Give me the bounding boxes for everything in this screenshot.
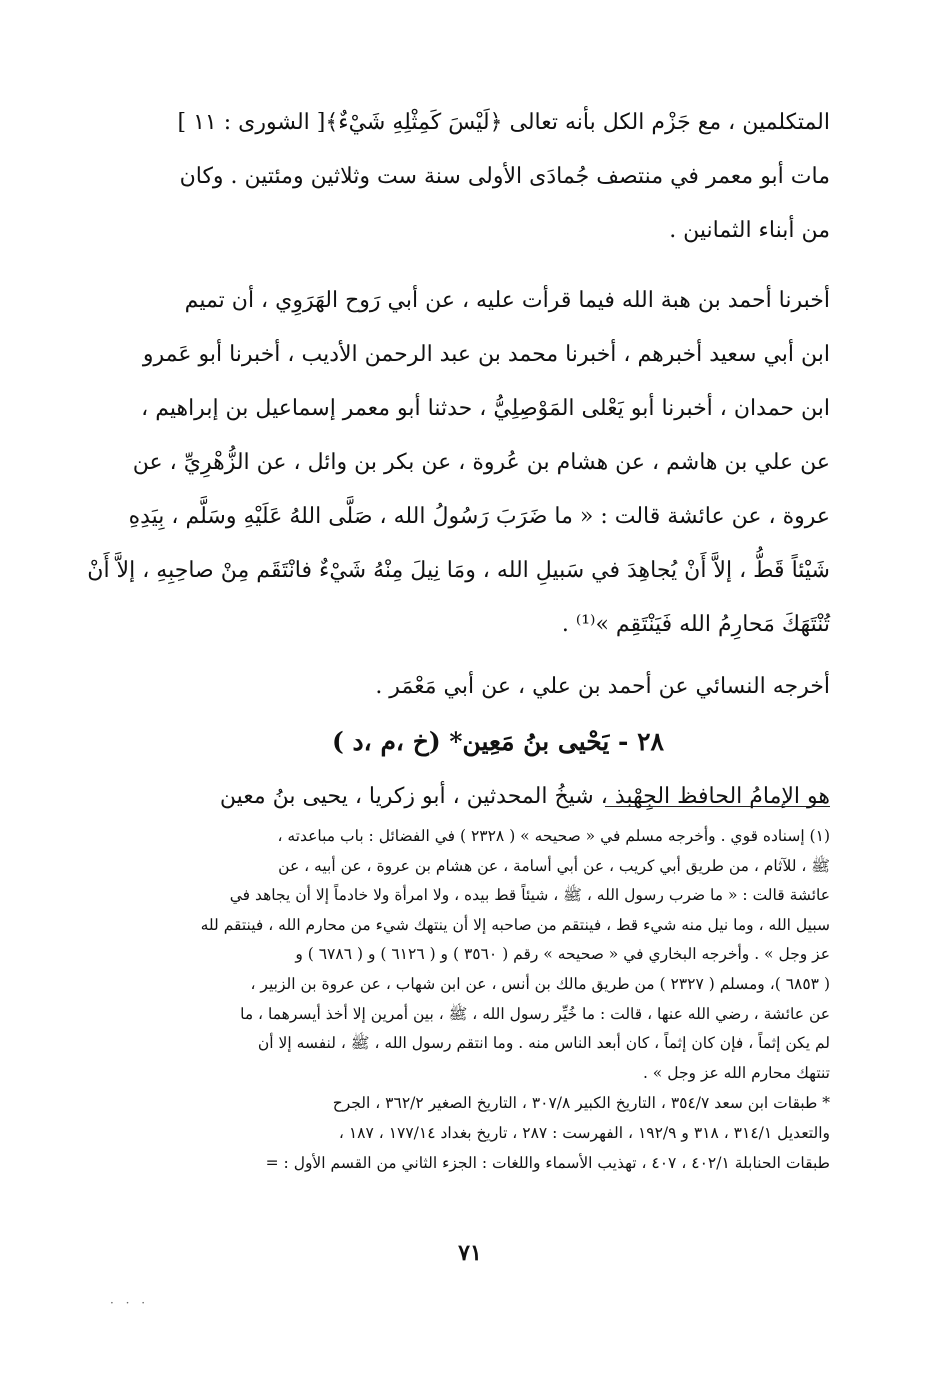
text-line: ابن أبي سعيد أخبرهم ، أخبرنا محمد بن عبد الرحمن الأديب ، أخبرنا أبو عَمرو <box>142 342 830 367</box>
footnote-line: ( ٦٨٥٣ )، ومسلم ( ٢٣٢٧ ) من طريق مالك بن أنس ، عن ابن شهاب ، عن عروة بن الزبير ، <box>250 974 830 993</box>
section-heading: ٢٨ - يَحْيى بنُ مَعِين* (خ ،م ،د ) <box>332 727 664 756</box>
footnote-line: (١) إسناده قوي . وأخرجه مسلم في « صحيحه » ( ٢٣٢٨ ) في الفضائل : باب مباعدته ، <box>277 827 830 845</box>
text-line: عن علي بن هاشم ، عن هشام بن عُروة ، عن بكر بن وائل ، عن الزُّهْرِيِّ ، عن <box>132 450 830 475</box>
footnote-line: ﷺ ، للآثام ، من طريق أبي كريب ، عن أبي أسامة ، عن هشام بن عروة ، عن أبيه ، عن <box>278 856 830 875</box>
footnote-line: عز وجل » . وأخرجه البخاري في « صحيحه » رقم ( ٣٥٦٠ ) و ( ٦١٢٦ ) و ( ٦٧٨٦ ) و <box>295 945 830 964</box>
text-line: هو الإمامُ الحافظ الجِهْبذ ، شيخُ المحدثين ، أبو زكريا ، يحيى بنُ معين <box>219 784 830 809</box>
source-line: طبقات الحنابلة ٤٠٢/١ ، ٤٠٧ ، تهذيب الأسماء واللغات : الجزء الثاني من القسم الأول : = <box>265 1154 830 1173</box>
text-line: ابن حمدان ، أخبرنا أبو يَعْلى المَوْصِلِيُّ ، حدثنا أبو معمر إسماعيل بن إبراهيم ، <box>141 396 830 421</box>
page-number: ٧١ <box>458 1240 482 1266</box>
text-line: المتكلمين ، مع جَزْم الكل بأنه تعالى ﴿لَيْسَ كَمِثْلِهِ شَيْءٌ﴾[ الشورى : ١١ ] <box>177 110 830 135</box>
scan-specks-decoration: · · · <box>110 1296 150 1310</box>
footnote-line: تنتهك محارم الله عز وجل » . <box>642 1063 830 1082</box>
main-text <box>87 96 830 824</box>
footnote-line: لم يكن إثماً ، فإن كان إثماً ، كان أبعد الناس منه . وما انتقم رسول الله ، ﷺ ، لنفسه إلا أن <box>257 1034 830 1053</box>
source-line: * طبقات ابن سعد ٣٥٤/٧ ، التاريخ الكبير ٣٠٧/٨ ، التاريخ الصغير ٣٦٢/٢ ، الجرح <box>332 1094 830 1113</box>
text-line: من أبناء الثمانين . <box>669 218 830 243</box>
text-line: أخبرنا أحمد بن هبة الله فيما قرأت عليه ، عن أبي رَوح الهَرَوِي ، أن تميم <box>184 288 830 313</box>
text-line: شَيْئاً قَطُّ ، إلاَّ أَنْ يُجاهِدَ في سَبيلِ الله ، ومَا نِيلَ مِنْهُ شَيْءٌ فانْتَقَم مِنْ صاحِبِهِ ، إلاَّ أَنْ <box>87 558 830 583</box>
text-line: تُنْتَهَكَ مَحارِمُ الله فَيَنْتَقِم »⁽¹⁾ . <box>561 612 830 637</box>
footnote-divider <box>605 806 830 807</box>
footnotes <box>166 822 830 1178</box>
footnote-line: عائشة قالت : « ما ضرب رسول الله ، ﷺ ، شيئاً قط بيده ، ولا امرأة ولا خادماً إلا أن يجاهد في <box>229 886 830 905</box>
source-line: والتعديل ٣١٤/١ ، ٣١٨ و ١٩٢/٩ ، الفهرست : ٢٨٧ ، تاريخ بغداد ١٧٧/١٤ ، ١٨٧ ، <box>338 1124 830 1143</box>
footnote-line: عن عائشة ، رضي الله عنها ، قالت : ما خُيِّر رسول الله ، ﷺ ، بين أمرين إلا أخذ أيسرهما ، ما <box>240 1004 830 1023</box>
text-line: أخرجه النسائي عن أحمد بن علي ، عن أبي مَعْمَر . <box>375 674 830 699</box>
text-line: عروة ، عن عائشة قالت : « ما ضَرَبَ رَسُولُ الله ، صَلَّى اللهُ عَلَيْهِ وسَلَّم ، بِيَدِهِ <box>128 504 830 529</box>
footnote-line: سبيل الله ، وما نيل منه شيء قط ، فينتقم من صاحبه إلا أن ينتهك شيء من محارم الله ، فينتقم لله <box>200 915 830 934</box>
text-line: مات أبو معمر في منتصف جُمادَى الأولى سنة ست وثلاثين ومئتين . وكان <box>179 164 830 189</box>
